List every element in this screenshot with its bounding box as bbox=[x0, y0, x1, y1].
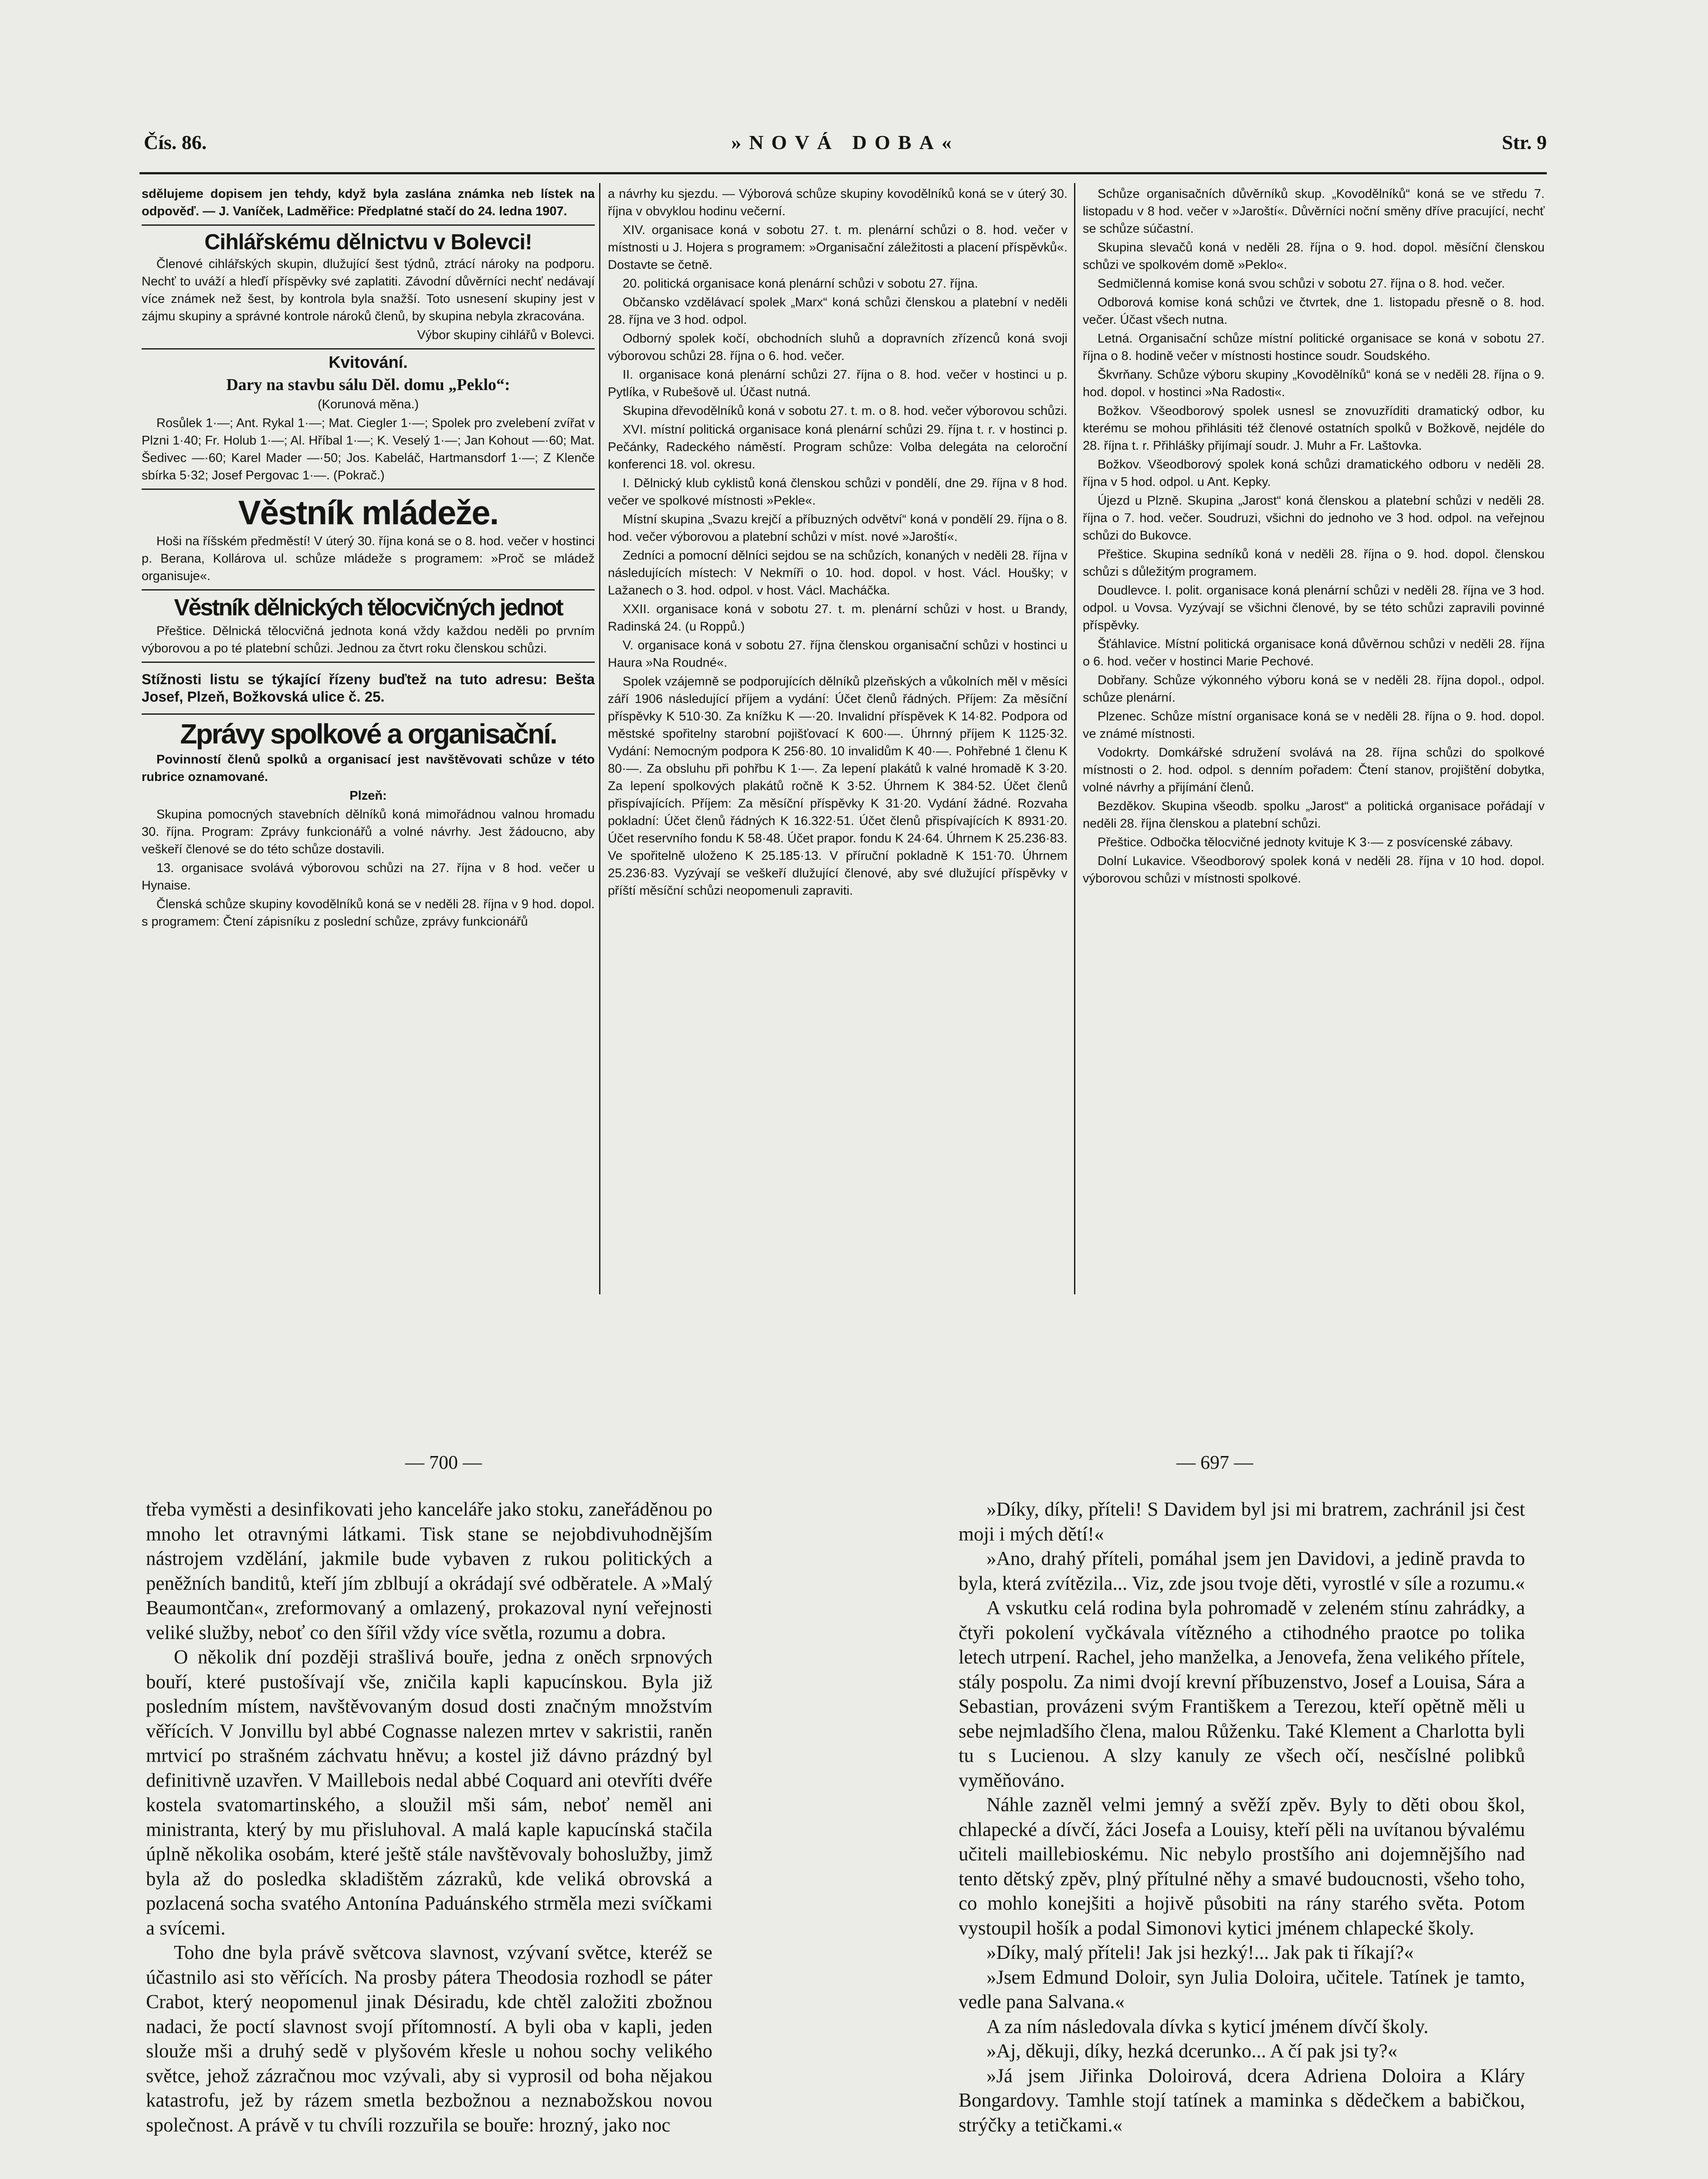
paragraph: II. organisace koná plenární schůzi 27. října o 8. hod. večer v hostinci u p. Pytlíka, v Rubešově ul. Účast nutná. bbox=[608, 368, 1068, 399]
paragraph: Bezděkov. Skupina všeodb. spolku „Jarost“ a politická organisace pořádají v neděli 28. října členskou a platební schůzi. bbox=[1083, 799, 1545, 831]
paragraph: »Aj, děkuji, díky, hezká dcerunko... A čí pak jsi ty?« bbox=[986, 2040, 1398, 2062]
paragraph: »Jsem Edmund Doloir, syn Julia Doloira, učitele. Tatínek je tamto, vedle pana Salvana.« bbox=[959, 1966, 1525, 2013]
place-heading: Plzeň: bbox=[349, 788, 387, 803]
upper-column-1 bbox=[142, 185, 595, 1297]
paragraph: A vskutku celá rodina byla pohromadě v zeleném stínu zahrádky, a čtyři pokolení vyčkávala vítězného a ctihodného praotce po tolika letech utrpení. Rachel, jeho manželka, a Jenovefa, žena velikého přítele, stály pospolu. Za nimi dvojí krevní příbuzenstvo, Josef a Louisa, Sára a Sebastian, provázeni svým Františkem a Terezou, kteří opětně měli u sebe nejmladšího člena, malou Růženku. Také Klement a Charlotta byli tu s Lucienou. A slzy kanuly ze všech očí, nesčíslné polibků vyměňováno. bbox=[959, 1597, 1525, 1791]
signature: Výbor skupiny cihlářů v Bolevci. bbox=[417, 328, 595, 342]
notice-box: Stížnosti listu se týkající řízeny buďtež na tuto adresu: Bešta Josef, Plzeň, Božkovská ulice č. 25. bbox=[142, 671, 595, 705]
novel-column-right bbox=[959, 1497, 1525, 2179]
paragraph: Škvrňany. Schůze výboru skupiny „Kovodělníků“ koná se v neděli 28. října o 9. hod. dopol. v hostinci »Na Radosti«. bbox=[1083, 368, 1545, 399]
page-number-right: — 697 — bbox=[1176, 1452, 1253, 1473]
heading-vestnik-telocvicnych: Věstník dělnických tělocvičných jednot bbox=[174, 594, 563, 621]
paragraph: Místní skupina „Svazu krejčí a příbuzných odvětví“ koná v pondělí 29. října o 8. hod. večer výborovou a platební schůzi v míst. nové »Jaroští«. bbox=[608, 513, 1068, 544]
paragraph: »Díky, díky, příteli! S Davidem byl jsi mi bratrem, zachránil jsi čest moji i mých dětí!« bbox=[959, 1498, 1525, 1545]
divider bbox=[142, 348, 595, 350]
paragraph: »Ano, drahý příteli, pomáhal jsem jen Davidovi, a jedině pravda to byla, která zvítězila... Viz, zde jsou tvoje děti, vyrostlé v síle a rozumu.« bbox=[959, 1548, 1525, 1594]
paragraph: Dolní Lukavice. Všeodborový spolek koná v neděli 28. října v 10 hod. dopol. výborovou schůzi v místnosti spolkové. bbox=[1083, 854, 1545, 886]
newspaper-title: »NOVÁ DOBA« bbox=[731, 131, 959, 153]
paragraph: Plzenec. Schůze místní organisace koná se v neděli 28. října o 9. hod. dopol. ve známé místnosti. bbox=[1083, 709, 1545, 741]
header-rule bbox=[139, 172, 1547, 174]
paragraph: 20. politická organisace koná plenární schůzi v sobotu 27. října. bbox=[623, 277, 978, 291]
paragraph: Hoši na říšském předměstí! V úterý 30. října koná se o 8. hod. večer v hostinci p. Berana, Kollárova ul. schůze mládeže s programem: »Proč se mládež organisuje«. bbox=[142, 534, 595, 584]
paragraph: O několik dní později strašlivá bouře, jedna z oněch srpnových bouří, které pustošívají vše, zničila kapli kapucínskou. Byla již posledním místem, navštěvovaným dosud dosti značným množstvím věřících. V Jonvillu byl abbé Cognasse nalezen mrtev v sakristii, raněn mrtvicí po strašném záchvatu hněvu; a kostel již dávno prázdný byl definitivně uzavřen. V Maillebois nedal abbé Coquard ani otevříti dvéře kostela svatomartinského, a sloužil mši sám, neboť neměl ani ministranta, který by mu přisluhoval. A malá kaple kapucínská stačila úplně několika osobám, které ještě stále navštěvovaly bohoslužby, jimž byla až do posledka skladištěm zázraků, kde veliká obrovská a pozlacená socha svatého Antonína Paduánského strměla mezi svíčkami a svícemi. bbox=[146, 1646, 712, 1939]
paragraph: Dobřany. Schůze výkonného výboru koná se v neděli 28. října dopol., odpol. schůze plenární. bbox=[1083, 673, 1545, 705]
divider bbox=[142, 224, 595, 226]
paragraph: Přeštice. Skupina sedníků koná v neděli 28. října o 9. hod. dopol. členskou schůzi s důležitým programem. bbox=[1083, 547, 1545, 579]
paragraph: Spolek vzájemně se podporujících dělníků plzeňských a vůkolních měl v měsíci září 1906 následující příjem a vydání: Účet členů řádných. Příjem: Za měsíční příspěvky K 510·30. Za knížku K —·20. Invalidní příspěvek K 14·82. Podpora od městské spořitelny starobní pojišťovací K 600·—. Úhrnný příjem K 1125·32. Vydání: Nemocným podpora K 256·80. 10 invalidům K 40·—. Pohřebné 1 členu K 80·—. Za obsluhu při pohřbu K 1·—. Za lepení plakátů k valné hromadě K 3·20. Za lepení spolkových plakátů ročně K 3·52. Úhrnem K 384·52. Účet členů přispívajících. Příjem: Za měsíční příspěvky K 31·20. Vydání žádné. Rozvaha pokladní: Účet členů řádných K 16.322·51. Účet členů přispívajících K 8931·20. Účet reservního fondu K 58·48. Účet prapor. fondu K 24·64. Úhrnem K 25.236·83. Ve spořitelně uloženo K 25.185·13. V příruční pokladně K 151·70. Úhrnem 25.236·83. Vyzývají se veškeří dlužující členové, aby své dlužující příspěvky v příští měsíční schůzi neopomenuli zapraviti. bbox=[608, 675, 1068, 898]
page-label: Str. 9 bbox=[1501, 131, 1547, 153]
paragraph: Božkov. Všeodborový spolek usnesl se znovuzříditi dramatický odbor, ku kterému se mohou přihlásiti též členové ostatních spolků v Božkově, nejdéle do 28. října t. r. Přihlášky přijímají soudr. J. Muhr a Fr. Laštovka. bbox=[1083, 404, 1545, 453]
column-rule-2 bbox=[1074, 183, 1075, 1294]
divider bbox=[142, 589, 595, 591]
paragraph: Doudlevce. I. polit. organisace koná plenární schůzi v neděli 28. října ve 3 hod. odpol. u Vovsa. Vyzývají se všichni členové, by se této schůzi zapravili povinné příspěvky. bbox=[1083, 584, 1545, 632]
paragraph: Skupina slevačů koná v neděli 28. října o 9. hod. dopol. měsíční členskou schůzi ve spolkovém domě »Peklo«. bbox=[1083, 241, 1545, 272]
paragraph: I. Dělnický klub cyklistů koná členskou schůzi v pondělí, dne 29. října v 8 hod. večer ve spolkové místnosti »Pekle«. bbox=[608, 476, 1068, 508]
upper-column-2 bbox=[608, 185, 1068, 1297]
paragraph: třeba vyměsti a desinfikovati jeho kanceláře jako stoku, zaneřáděnou po mnoho let otravnými látkami. Tisk stane se nejobdivuhodnějším nástrojem vzdělání, jakmile bude vybaven z rukou politických a peněžních banditů, kteří jím zblbují a okrádají své odběratele. A »Malý Beaumontčan«, zreformovaný a omlazený, prokazoval nyní veřejnosti veliké služby, neboť co den šířil vždy více světla, rozumu a dobra. bbox=[146, 1498, 712, 1643]
paragraph: XIV. organisace koná v sobotu 27. t. m. plenární schůzi o 8. hod. večer v místnosti u J. Hojera s programem: »Organisační záležitosti a placení příspěvků«. Dostavte se četně. bbox=[608, 223, 1068, 272]
divider bbox=[142, 489, 595, 490]
intro-paragraph: sdělujeme dopisem jen tehdy, když byla zaslána známka neb lístek na odpověď. — J. Vaníček, Ladměřice: Předplatné stačí do 24. ledna 1907. bbox=[142, 187, 595, 218]
paragraph: Členská schůze skupiny kovodělníků koná se v neděli 28. října v 9 hod. dopol. s programem: Čtení zápisníku z poslední schůze, zprávy funkcionářů bbox=[142, 897, 595, 929]
upper-column-3 bbox=[1083, 185, 1545, 1297]
paragraph: Skupina pomocných stavebních dělníků koná mimořádnou valnou hromadu 30. října. Program: Zprávy funkcionářů a volné návrhy. Jest žádoucno, aby veškeří členové se do této schůze dostavili. bbox=[142, 807, 595, 856]
divider bbox=[142, 662, 595, 663]
paragraph: Odborný spolek kočí, obchodních sluhů a dopravních zřízenců koná svoji výborovou schůzi 28. října o 6. hod. večer. bbox=[608, 332, 1068, 363]
paragraph: Skupina dřevodělníků koná v sobotu 27. t. m. o 8. hod. večer výborovou schůzi. bbox=[623, 404, 1068, 418]
paragraph: Sedmičlenná komise koná svou schůzi v sobotu 27. října o 8. hod. večer. bbox=[1098, 277, 1505, 291]
paragraph: Členové cihlářských skupin, dlužující šest týdnů, ztrácí nároky na podporu. Nechť to uváží a hleďí příspěvky své zaplatiti. Závodní důvěrníci nechť nedávají více známek než šest, by kontrola byla snažší. Toto usnesení skupiny jest v zájmu skupiny a správné kontrole nároků členů, by skupina nebyla zkracována. bbox=[142, 257, 595, 323]
heading-zpravy: Zprávy spolkové a organisační. bbox=[180, 718, 556, 750]
paragraph: Náhle zazněl velmi jemný a svěží zpěv. Byly to děti obou škol, chlapecké a dívčí, žáci Josefa a Louisy, kteří pěli na uvítanou bývalému učiteli maillebioskému. Nic nebylo prostšího ani dojemnějšího nad tento dětský zpěv, plný přítulné něhy a smavé budoucnosti, všeho toho, co mohlo konejšiti a hojivě působiti na rány starého světa. Potom vystoupil hošík a podal Simonovi kytici jménem chlapecké školy. bbox=[959, 1794, 1525, 1939]
subtitle: (Korunová měna.) bbox=[317, 397, 419, 412]
paragraph: XXII. organisace koná v sobotu 27. t. m. plenární schůzi v host. u Brandy, Radinská 24. (u Roppů.) bbox=[608, 602, 1068, 634]
divider bbox=[142, 713, 595, 715]
paragraph: Povinností členů spolků a organisací jest navštěvovati schůze v této rubrice oznamované. bbox=[142, 752, 595, 784]
page-number-left: — 700 — bbox=[405, 1452, 482, 1473]
heading-dary: Dary na stavbu sálu Děl. domu „Peklo“: bbox=[226, 376, 510, 394]
paragraph: Občansko vzdělávací spolek „Marx“ koná schůzi členskou a platební v neděli 28. října ve 3 hod. odpol. bbox=[608, 295, 1068, 327]
paragraph: 13. organisace svolává výborovou schůzi na 27. října v 8 hod. večer u Hynaise. bbox=[142, 861, 595, 893]
paragraph: Přeštice. Dělnická tělocvičná jednota koná vždy každou neděli po prvním výborovou a po té platební schůzi. Jednou za čtvrt roku členskou schůzi. bbox=[142, 624, 595, 655]
paragraph: XVI. místní politická organisace koná plenární schůzi 29. října t. r. v hostinci p. Pečánky, Radeckého náměstí. Program schůze: Volba delegáta na celoroční konferenci 18. vol. okresu. bbox=[608, 423, 1068, 472]
paragraph: Vodokrty. Domkářské sdružení svolává na 28. října schůzi do spolkové místnosti o 2. hod. odpol. s denním pořadem: Čtení stanov, projištění dobytka, volné návrhy a přijímání členů. bbox=[1083, 746, 1545, 794]
paragraph: Letná. Organisační schůze místní politické organisace se koná v sobotu 27. října o 8. hodině večer v místnosti hostince soudr. Soudského. bbox=[1083, 332, 1545, 363]
paragraph: Odborová komise koná schůzi ve čtvrtek, dne 1. listopadu přesně o 8. hod. večer. Účast všech nutna. bbox=[1083, 295, 1545, 327]
paragraph: Újezd u Plzně. Skupina „Jarost“ koná členskou a platební schůzi v neděli 28. října o 7. hod. večer. Soudruzi, všichni do jednoho ve 3 hod. odpol. na veřejnou schůzi do Bukovce. bbox=[1083, 494, 1545, 543]
issue-number: Čís. 86. bbox=[144, 131, 207, 153]
paragraph: Toho dne byla právě světcova slavnost, vzývaní světce, kteréž se účastnilo asi sto věřících. Na prosby pátera Theodosia rozhodl se páter Crabot, který neopomenul jinak Désiradu, kde chtěl založiti zbožnou nadaci, že poctí slavnost svojí přítomností. A byli oba v kapli, jeden slouže mši a druhý sedě v plyšovém křesle u nohou sochy velikého světce, jehož zázračnou moc vzývali, aby si vyprosil od boha nějakou katastrofu, jež by rázem smetla bezbožnou a neznabožskou novou společnost. A právě v tu chvíli rozzuřila se bouře: hrozný, jako noc bbox=[146, 1941, 712, 2136]
heading-kvitovani: Kvitování. bbox=[329, 353, 408, 372]
heading-vestnik-mladeze: Věstník mládeže. bbox=[238, 493, 498, 532]
paragraph: Zedníci a pomocní dělníci sejdou se na schůzích, konaných v neděli 28. října v následujících místech: V Nekmíři o 10. hod. dopol. v host. Václ. Houšky; v Lažanech o 3. hod. odpol. v host. Václ. Macháčka. bbox=[608, 549, 1068, 597]
paragraph: Šťáhlavice. Místní politická organisace koná důvěrnou schůzi v neděli 28. října o 6. hod. večer v hostinci Marie Pechové. bbox=[1083, 637, 1545, 669]
page-header bbox=[144, 131, 1547, 166]
heading-cihlari: Cihlářskému dělnictvu v Bolevci! bbox=[204, 230, 532, 254]
paragraph: Přeštice. Odbočka tělocvičné jednoty kvituje K 3·— z posvícenské zábavy. bbox=[1098, 835, 1513, 849]
paragraph: V. organisace koná v sobotu 27. října členskou organisační schůzi v hostinci u Haura »Na Roudné«. bbox=[608, 638, 1068, 670]
paragraph: a návrhy ku sjezdu. — Výborová schůze skupiny kovodělníků koná se v úterý 30. října v obvyklou hodinu večerní. bbox=[608, 187, 1068, 218]
paragraph: A za ním následovala dívka s kyticí jménem dívčí školy. bbox=[986, 2015, 1429, 2037]
column-rule-1 bbox=[599, 183, 600, 1294]
paragraph: »Já jsem Jiřinka Doloirová, dcera Adriena Doloira a Kláry Bongardovy. Tamhle stojí tatínek a maminka s dědečkem a babičkou, strýčky a tetičkami.« bbox=[959, 2064, 1525, 2136]
novel-column-left bbox=[146, 1497, 712, 2179]
paragraph: »Díky, malý příteli! Jak jsi hezký!... Jak pak ti říkají?« bbox=[986, 1941, 1414, 1963]
paragraph: Božkov. Všeodborový spolek koná schůzi dramatického odboru v neděli 28. října v 5 hod. odpol. u Ant. Kepky. bbox=[1083, 458, 1545, 489]
paragraph: Rosůlek 1·—; Ant. Rykal 1·—; Mat. Ciegler 1·—; Spolek pro zvelebení zvířat v Plzni 1·40; Fr. Holub 1·—; Al. Hříbal 1·—; K. Veselý 1·—; Jan Kohout —·60; Mat. Šedivec —·60; Karel Mader —·50; Jos. Kabeláč, Hartmansdorf 1·—; Z Klenče sbírka 5·32; Josef Pergovac 1·—. (Pokrač.) bbox=[142, 416, 595, 483]
paragraph: Schůze organisačních důvěrníků skup. „Kovodělníků“ koná se ve středu 7. listopadu v 8 hod. večer v »Jaroští«. Důvěrníci noční směny dříve pracující, nechť se schůze súčastní. bbox=[1083, 187, 1545, 236]
